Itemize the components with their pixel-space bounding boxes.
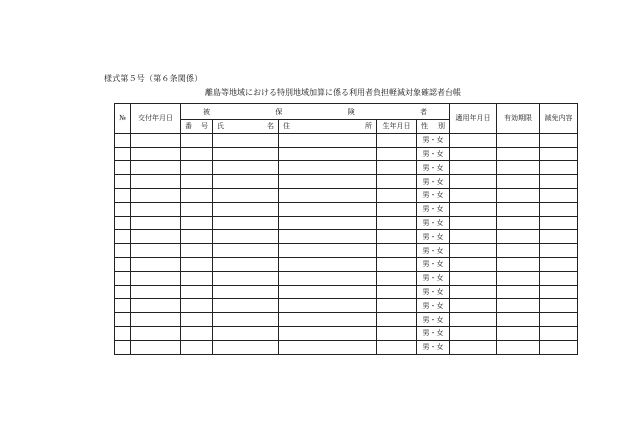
table-row bbox=[115, 271, 578, 285]
issue-date-cell bbox=[131, 230, 181, 244]
table-row bbox=[115, 244, 578, 258]
header-sex-char-2: 別 bbox=[438, 122, 446, 131]
header-address-char-2: 所 bbox=[365, 122, 372, 131]
address-cell bbox=[279, 202, 377, 216]
name-cell bbox=[213, 244, 279, 258]
address-cell bbox=[279, 271, 377, 285]
no-cell bbox=[115, 161, 131, 175]
apply-date-cell bbox=[450, 133, 497, 147]
reduction-cell bbox=[540, 147, 578, 161]
name-cell bbox=[213, 313, 279, 327]
number-cell bbox=[181, 188, 213, 202]
table-row bbox=[115, 313, 578, 327]
number-cell bbox=[181, 175, 213, 189]
no-cell bbox=[115, 147, 131, 161]
no-cell bbox=[115, 326, 131, 340]
reduction-cell bbox=[540, 326, 578, 340]
apply-date-cell bbox=[450, 285, 497, 299]
apply-date-cell bbox=[450, 175, 497, 189]
issue-date-cell bbox=[131, 147, 181, 161]
no-cell bbox=[115, 188, 131, 202]
header-address bbox=[279, 120, 377, 134]
header-no: № bbox=[115, 104, 131, 134]
birth-date-cell bbox=[377, 340, 417, 354]
header-number-char-2: 号 bbox=[201, 122, 208, 131]
apply-date-cell bbox=[450, 257, 497, 271]
reduction-cell bbox=[540, 271, 578, 285]
number-cell bbox=[181, 133, 213, 147]
apply-date-cell bbox=[450, 326, 497, 340]
form-number: 様式第５号（第６条関係） bbox=[104, 74, 203, 83]
name-cell bbox=[213, 133, 279, 147]
address-cell bbox=[279, 299, 377, 313]
table-row bbox=[115, 257, 578, 271]
validity-cell bbox=[497, 175, 540, 189]
name-cell bbox=[213, 175, 279, 189]
ledger-table bbox=[114, 103, 578, 355]
no-cell bbox=[115, 313, 131, 327]
table-row bbox=[115, 299, 578, 313]
address-cell bbox=[279, 175, 377, 189]
apply-date-cell bbox=[450, 147, 497, 161]
reduction-cell bbox=[540, 230, 578, 244]
apply-date-cell bbox=[450, 202, 497, 216]
issue-date-cell bbox=[131, 299, 181, 313]
sex-cell: 男・女 bbox=[417, 202, 450, 216]
apply-date-cell bbox=[450, 271, 497, 285]
address-cell bbox=[279, 147, 377, 161]
apply-date-cell bbox=[450, 299, 497, 313]
birth-date-cell bbox=[377, 188, 417, 202]
name-cell bbox=[213, 340, 279, 354]
sex-cell: 男・女 bbox=[417, 133, 450, 147]
issue-date-cell bbox=[131, 285, 181, 299]
validity-cell bbox=[497, 244, 540, 258]
number-cell bbox=[181, 230, 213, 244]
address-cell bbox=[279, 313, 377, 327]
validity-cell bbox=[497, 216, 540, 230]
validity-cell bbox=[497, 285, 540, 299]
number-cell bbox=[181, 299, 213, 313]
table-row bbox=[115, 326, 578, 340]
address-cell bbox=[279, 188, 377, 202]
no-cell bbox=[115, 244, 131, 258]
sex-cell: 男・女 bbox=[417, 147, 450, 161]
ledger-body bbox=[115, 133, 578, 354]
birth-date-cell bbox=[377, 285, 417, 299]
reduction-cell bbox=[540, 313, 578, 327]
validity-cell bbox=[497, 188, 540, 202]
table-row bbox=[115, 175, 578, 189]
header-sex-char-1: 性 bbox=[421, 122, 428, 131]
table-row bbox=[115, 216, 578, 230]
validity-cell bbox=[497, 230, 540, 244]
validity-cell bbox=[497, 271, 540, 285]
apply-date-cell bbox=[450, 161, 497, 175]
reduction-cell bbox=[540, 202, 578, 216]
issue-date-cell bbox=[131, 161, 181, 175]
sex-cell: 男・女 bbox=[417, 161, 450, 175]
sex-cell: 男・女 bbox=[417, 230, 450, 244]
sex-cell: 男・女 bbox=[417, 244, 450, 258]
address-cell bbox=[279, 161, 377, 175]
no-cell bbox=[115, 175, 131, 189]
birth-date-cell bbox=[377, 313, 417, 327]
issue-date-cell bbox=[131, 175, 181, 189]
table-row bbox=[115, 285, 578, 299]
issue-date-cell bbox=[131, 133, 181, 147]
address-cell bbox=[279, 133, 377, 147]
apply-date-cell bbox=[450, 216, 497, 230]
table-row bbox=[115, 133, 578, 147]
sex-cell: 男・女 bbox=[417, 216, 450, 230]
reduction-cell bbox=[540, 188, 578, 202]
header-apply-date: 適用年月日 bbox=[450, 104, 497, 134]
birth-date-cell bbox=[377, 230, 417, 244]
issue-date-cell bbox=[131, 202, 181, 216]
header-insured-char-1: 被 bbox=[203, 107, 210, 116]
name-cell bbox=[213, 299, 279, 313]
birth-date-cell bbox=[377, 326, 417, 340]
birth-date-cell bbox=[377, 244, 417, 258]
table-row bbox=[115, 188, 578, 202]
name-cell bbox=[213, 216, 279, 230]
no-cell bbox=[115, 216, 131, 230]
sex-cell: 男・女 bbox=[417, 313, 450, 327]
apply-date-cell bbox=[450, 188, 497, 202]
no-cell bbox=[115, 257, 131, 271]
validity-cell bbox=[497, 202, 540, 216]
table-row bbox=[115, 202, 578, 216]
name-cell bbox=[213, 230, 279, 244]
birth-date-cell bbox=[377, 271, 417, 285]
validity-cell bbox=[497, 313, 540, 327]
document-title: 離島等地域における特別地域加算に係る利用者負担軽減対象確認者台帳 bbox=[205, 88, 461, 97]
number-cell bbox=[181, 161, 213, 175]
birth-date-cell bbox=[377, 299, 417, 313]
address-cell bbox=[279, 340, 377, 354]
validity-cell bbox=[497, 326, 540, 340]
table-row bbox=[115, 340, 578, 354]
name-cell bbox=[213, 271, 279, 285]
issue-date-cell bbox=[131, 271, 181, 285]
name-cell bbox=[213, 326, 279, 340]
issue-date-cell bbox=[131, 244, 181, 258]
apply-date-cell bbox=[450, 244, 497, 258]
sex-cell: 男・女 bbox=[417, 257, 450, 271]
sex-cell: 男・女 bbox=[417, 340, 450, 354]
name-cell bbox=[213, 257, 279, 271]
sex-cell: 男・女 bbox=[417, 188, 450, 202]
issue-date-cell bbox=[131, 257, 181, 271]
no-cell bbox=[115, 340, 131, 354]
number-cell bbox=[181, 147, 213, 161]
table-row bbox=[115, 147, 578, 161]
reduction-cell bbox=[540, 216, 578, 230]
number-cell bbox=[181, 340, 213, 354]
number-cell bbox=[181, 202, 213, 216]
number-cell bbox=[181, 285, 213, 299]
birth-date-cell bbox=[377, 257, 417, 271]
name-cell bbox=[213, 285, 279, 299]
header-insured-char-3: 険 bbox=[347, 107, 355, 116]
reduction-cell bbox=[540, 285, 578, 299]
table-row bbox=[115, 161, 578, 175]
address-cell bbox=[279, 257, 377, 271]
validity-cell bbox=[497, 161, 540, 175]
name-cell bbox=[213, 188, 279, 202]
header-insured-group bbox=[181, 104, 450, 120]
sex-cell: 男・女 bbox=[417, 175, 450, 189]
header-validity: 有効期限 bbox=[497, 104, 540, 134]
apply-date-cell bbox=[450, 313, 497, 327]
no-cell bbox=[115, 285, 131, 299]
number-cell bbox=[181, 257, 213, 271]
header-insured-char-2: 保 bbox=[275, 107, 283, 116]
reduction-cell bbox=[540, 299, 578, 313]
header-number-char-1: 番 bbox=[185, 122, 192, 131]
header-birth-date: 生年月日 bbox=[377, 120, 417, 134]
validity-cell bbox=[497, 340, 540, 354]
name-cell bbox=[213, 202, 279, 216]
header-reduction: 減免内容 bbox=[540, 104, 578, 134]
header-issue-date: 交付年月日 bbox=[131, 104, 181, 134]
validity-cell bbox=[497, 133, 540, 147]
birth-date-cell bbox=[377, 216, 417, 230]
reduction-cell bbox=[540, 244, 578, 258]
address-cell bbox=[279, 244, 377, 258]
apply-date-cell bbox=[450, 340, 497, 354]
table-row bbox=[115, 230, 578, 244]
reduction-cell bbox=[540, 257, 578, 271]
birth-date-cell bbox=[377, 133, 417, 147]
issue-date-cell bbox=[131, 340, 181, 354]
header-number bbox=[181, 120, 213, 134]
no-cell bbox=[115, 133, 131, 147]
name-cell bbox=[213, 147, 279, 161]
number-cell bbox=[181, 216, 213, 230]
sex-cell: 男・女 bbox=[417, 271, 450, 285]
number-cell bbox=[181, 313, 213, 327]
address-cell bbox=[279, 230, 377, 244]
reduction-cell bbox=[540, 340, 578, 354]
birth-date-cell bbox=[377, 147, 417, 161]
header-sex bbox=[417, 120, 450, 134]
header-name-char-2: 名 bbox=[267, 122, 274, 131]
number-cell bbox=[181, 271, 213, 285]
header-insured-char-4: 者 bbox=[420, 107, 428, 116]
no-cell bbox=[115, 271, 131, 285]
birth-date-cell bbox=[377, 202, 417, 216]
sex-cell: 男・女 bbox=[417, 285, 450, 299]
address-cell bbox=[279, 285, 377, 299]
validity-cell bbox=[497, 299, 540, 313]
issue-date-cell bbox=[131, 216, 181, 230]
issue-date-cell bbox=[131, 326, 181, 340]
birth-date-cell bbox=[377, 161, 417, 175]
number-cell bbox=[181, 326, 213, 340]
validity-cell bbox=[497, 147, 540, 161]
no-cell bbox=[115, 299, 131, 313]
reduction-cell bbox=[540, 175, 578, 189]
birth-date-cell bbox=[377, 175, 417, 189]
header-address-char-1: 住 bbox=[283, 122, 290, 131]
no-cell bbox=[115, 230, 131, 244]
address-cell bbox=[279, 216, 377, 230]
sex-cell: 男・女 bbox=[417, 299, 450, 313]
name-cell bbox=[213, 161, 279, 175]
reduction-cell bbox=[540, 133, 578, 147]
address-cell bbox=[279, 326, 377, 340]
sex-cell: 男・女 bbox=[417, 326, 450, 340]
issue-date-cell bbox=[131, 188, 181, 202]
issue-date-cell bbox=[131, 313, 181, 327]
reduction-cell bbox=[540, 161, 578, 175]
apply-date-cell bbox=[450, 230, 497, 244]
header-name bbox=[213, 120, 279, 134]
number-cell bbox=[181, 244, 213, 258]
no-cell bbox=[115, 202, 131, 216]
validity-cell bbox=[497, 257, 540, 271]
header-name-char-1: 氏 bbox=[217, 122, 224, 131]
